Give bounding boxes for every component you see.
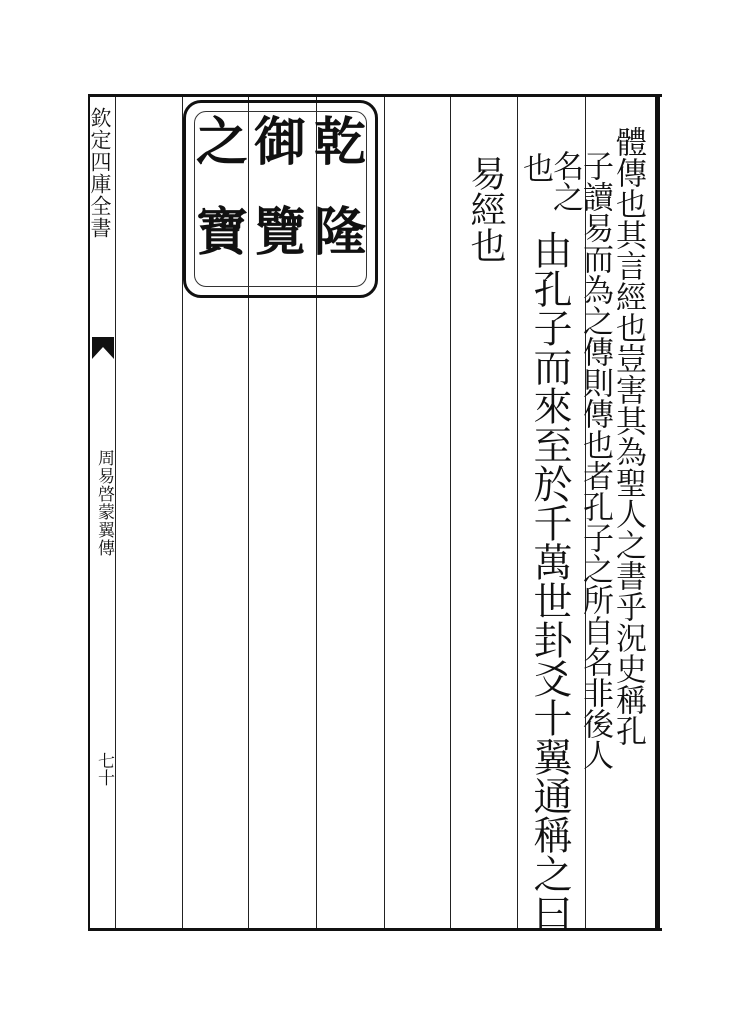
text-column-5: 也 (517, 152, 553, 183)
seal-char: 乾 (314, 112, 367, 173)
margin-column (90, 97, 115, 928)
frame-bottom-border (88, 928, 662, 931)
text-column-3: 名之 (547, 150, 583, 212)
margin-title: 欽定四庫全書 (88, 107, 112, 239)
frame-top-border (88, 94, 662, 97)
margin-page-number: 七十 (94, 752, 114, 786)
fishtail-mark-icon (92, 337, 114, 365)
column-rule (384, 97, 385, 928)
frame-right-border (655, 94, 660, 931)
seal-char: 之 (196, 112, 249, 173)
imperial-seal (183, 100, 378, 298)
margin-chapter-title: 周易啓蒙翼傳 (94, 449, 114, 557)
column-rule (517, 97, 518, 928)
seal-char: 御 (254, 112, 307, 173)
seal-char: 隆 (314, 202, 367, 263)
seal-char: 寶 (196, 202, 249, 263)
seal-char: 覽 (254, 202, 307, 263)
text-column-2: 子讀易而為之傳則傳也者孔子之所自名非後人 (577, 150, 613, 770)
text-column-4: 由孔子而來至於千萬世卦爻十翼通稱之曰 (527, 230, 572, 932)
column-rule (450, 97, 451, 928)
text-column-1: 體傳也其言經也豈害其為聖人之書乎況史稱孔 (610, 126, 646, 746)
text-column-6: 易經也 (465, 155, 506, 263)
